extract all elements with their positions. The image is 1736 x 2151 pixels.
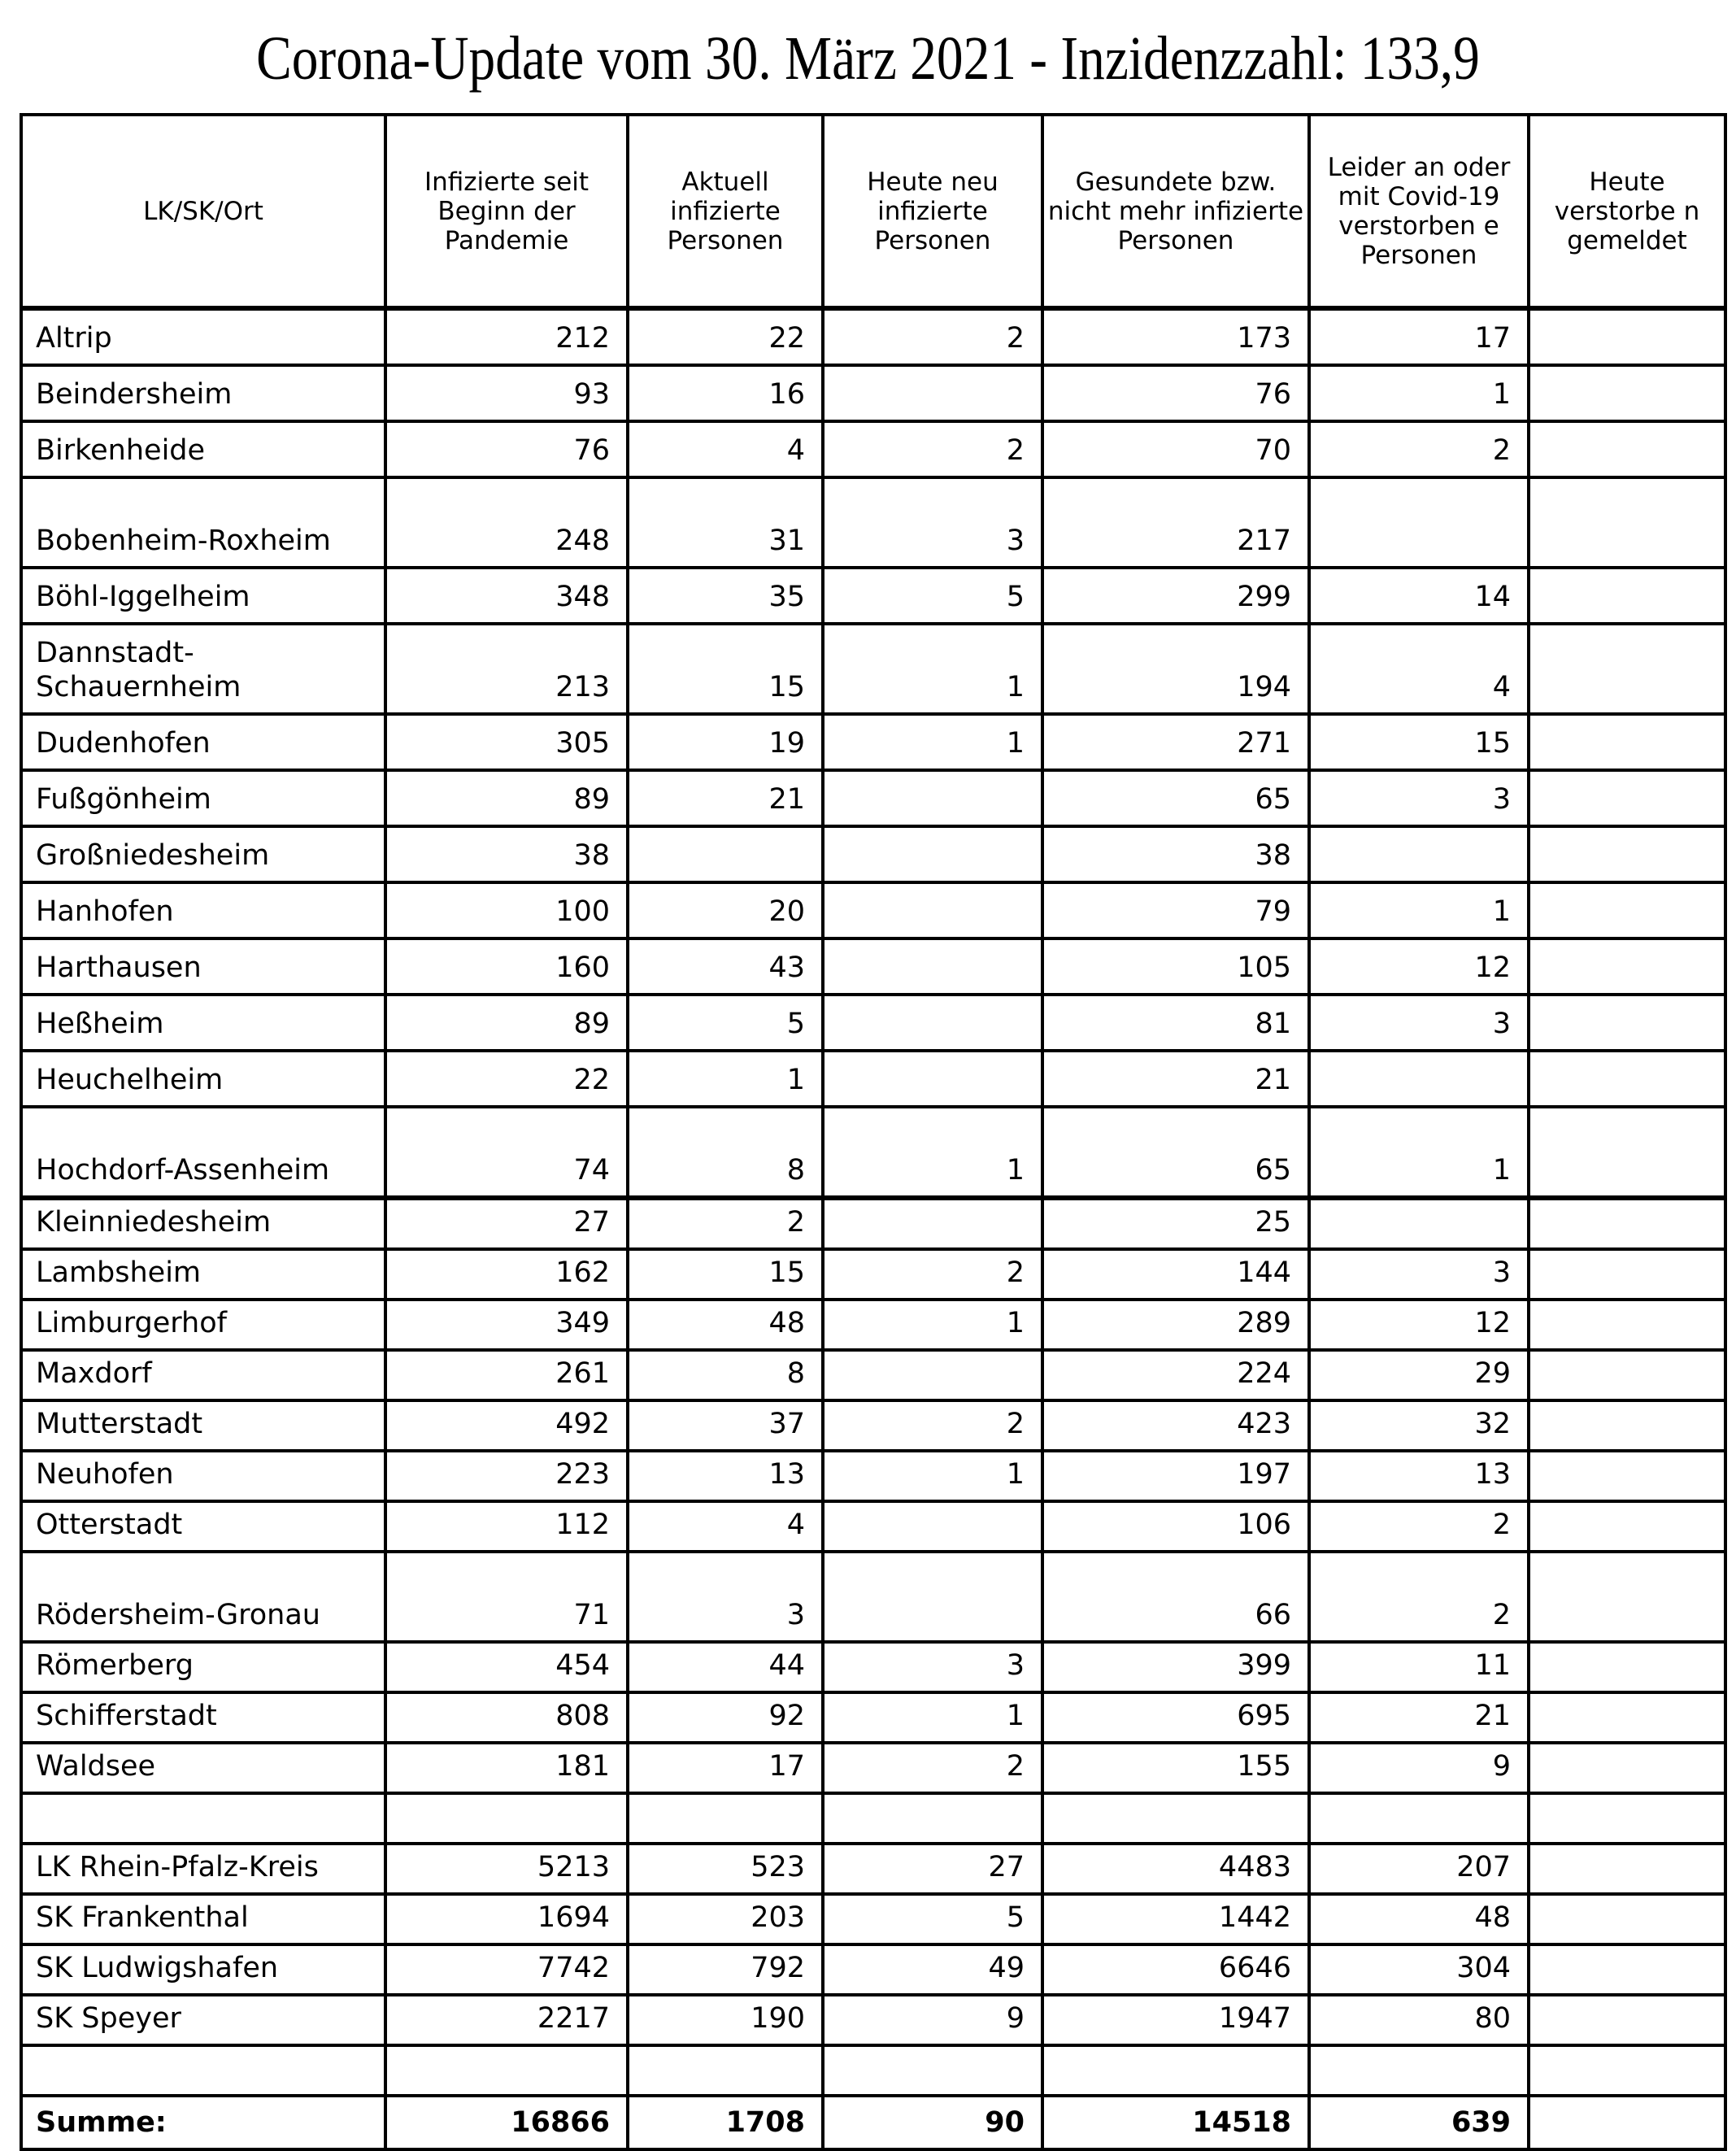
table-row [21, 1400, 1725, 1451]
infected-total-cell: 1694 [385, 1894, 628, 1944]
page-title: Corona-Update vom 30. März 2021 - Inzidenzzahl: 133,9 [256, 24, 1480, 93]
recovered-cell: 423 [1042, 1400, 1309, 1451]
deceased-today-cell [1529, 938, 1725, 995]
deceased-today-cell [1529, 1249, 1725, 1300]
deceased-today-cell [1529, 1400, 1725, 1451]
table-row [21, 995, 1725, 1051]
new-today-cell: 5 [823, 1894, 1042, 1944]
active-cell [628, 1793, 823, 1844]
table-row [21, 1844, 1725, 1894]
deceased-today-cell [1529, 1743, 1725, 1793]
deceased-cell: 80 [1309, 1995, 1529, 2045]
deceased-today-cell [1529, 568, 1725, 624]
infected-total-cell: 93 [385, 365, 628, 421]
table-row [21, 1692, 1725, 1743]
table-header-row [21, 115, 1725, 308]
recovered-cell: 4483 [1042, 1844, 1309, 1894]
active-cell: 4 [628, 1501, 823, 1552]
infected-total-cell [385, 2045, 628, 2096]
recovered-cell: 1442 [1042, 1894, 1309, 1944]
deceased-today-cell [1529, 1642, 1725, 1692]
recovered-cell: 299 [1042, 568, 1309, 624]
location-cell: Dannstadt-Schauernheim [21, 624, 385, 714]
active-cell: 15 [628, 1249, 823, 1300]
deceased-today-cell [1529, 1844, 1725, 1894]
recovered-cell: 79 [1042, 882, 1309, 938]
infected-total-cell: 5213 [385, 1844, 628, 1894]
deceased-cell: 207 [1309, 1844, 1529, 1894]
infected-total-cell: 16866 [385, 2096, 628, 2149]
deceased-cell: 1 [1309, 365, 1529, 421]
deceased-today-cell [1529, 1300, 1725, 1350]
location-cell: Harthausen [21, 938, 385, 995]
table-row [21, 1944, 1725, 1995]
new-today-cell: 2 [823, 308, 1042, 365]
deceased-cell: 3 [1309, 995, 1529, 1051]
infected-total-cell: 162 [385, 1249, 628, 1300]
table-row [21, 1501, 1725, 1552]
deceased-cell: 639 [1309, 2096, 1529, 2149]
recovered-cell: 25 [1042, 1198, 1309, 1249]
table-row [21, 770, 1725, 826]
table-row [21, 1642, 1725, 1692]
infected-total-cell: 454 [385, 1642, 628, 1692]
new-today-cell: 2 [823, 1400, 1042, 1451]
new-today-cell: 2 [823, 1743, 1042, 1793]
deceased-cell: 2 [1309, 1552, 1529, 1642]
deceased-today-cell [1529, 308, 1725, 365]
active-cell: 35 [628, 568, 823, 624]
recovered-cell: 66 [1042, 1552, 1309, 1642]
col-header-new-today: Heute neu infizierte Personen [823, 115, 1042, 308]
table-spacer-row [21, 1793, 1725, 1844]
new-today-cell [823, 995, 1042, 1051]
active-cell: 190 [628, 1995, 823, 2045]
col-header-infected-total: Infizierte seit Beginn der Pandemie [385, 115, 628, 308]
infected-total-cell: 305 [385, 714, 628, 770]
infected-total-cell: 213 [385, 624, 628, 714]
recovered-cell: 38 [1042, 826, 1309, 882]
recovered-cell: 105 [1042, 938, 1309, 995]
active-cell: 15 [628, 624, 823, 714]
active-cell: 20 [628, 882, 823, 938]
deceased-cell: 2 [1309, 421, 1529, 477]
location-cell: Fußgönheim [21, 770, 385, 826]
active-cell: 22 [628, 308, 823, 365]
location-cell [21, 1793, 385, 1844]
location-cell: Großniedesheim [21, 826, 385, 882]
location-cell: Birkenheide [21, 421, 385, 477]
location-cell: Heuchelheim [21, 1051, 385, 1107]
deceased-today-cell [1529, 1501, 1725, 1552]
table-row [21, 1249, 1725, 1300]
recovered-cell [1042, 2045, 1309, 2096]
table-row [21, 882, 1725, 938]
table-row [21, 1300, 1725, 1350]
deceased-cell: 17 [1309, 308, 1529, 365]
location-cell: Altrip [21, 308, 385, 365]
location-cell: Hochdorf-Assenheim [21, 1107, 385, 1198]
deceased-cell: 4 [1309, 624, 1529, 714]
infected-total-cell: 223 [385, 1451, 628, 1501]
table-row [21, 624, 1725, 714]
active-cell: 203 [628, 1894, 823, 1944]
table-row [21, 714, 1725, 770]
location-cell: Böhl-Iggelheim [21, 568, 385, 624]
deceased-cell: 21 [1309, 1692, 1529, 1743]
col-header-active: Aktuell infizierte Personen [628, 115, 823, 308]
deceased-today-cell [1529, 1944, 1725, 1995]
infected-total-cell: 808 [385, 1692, 628, 1743]
recovered-cell: 399 [1042, 1642, 1309, 1692]
deceased-cell [1309, 477, 1529, 568]
recovered-cell: 21 [1042, 1051, 1309, 1107]
deceased-today-cell [1529, 1894, 1725, 1944]
new-today-cell: 1 [823, 1451, 1042, 1501]
infected-total-cell: 160 [385, 938, 628, 995]
col-header-recovered: Gesundete bzw. nicht mehr infizierte Personen [1042, 115, 1309, 308]
location-cell: Lambsheim [21, 1249, 385, 1300]
active-cell: 19 [628, 714, 823, 770]
deceased-today-cell [1529, 2045, 1725, 2096]
active-cell: 1708 [628, 2096, 823, 2149]
recovered-cell: 65 [1042, 1107, 1309, 1198]
infected-total-cell: 112 [385, 1501, 628, 1552]
location-cell [21, 2045, 385, 2096]
table-row [21, 1051, 1725, 1107]
deceased-cell: 32 [1309, 1400, 1529, 1451]
infected-total-cell: 74 [385, 1107, 628, 1198]
deceased-today-cell [1529, 882, 1725, 938]
infected-total-cell: 349 [385, 1300, 628, 1350]
table-row [21, 826, 1725, 882]
new-today-cell: 49 [823, 1944, 1042, 1995]
deceased-cell: 1 [1309, 882, 1529, 938]
location-cell: Limburgerhof [21, 1300, 385, 1350]
table-row [21, 308, 1725, 365]
recovered-cell: 81 [1042, 995, 1309, 1051]
deceased-cell: 12 [1309, 1300, 1529, 1350]
location-cell: SK Ludwigshafen [21, 1944, 385, 1995]
active-cell: 17 [628, 1743, 823, 1793]
table-row [21, 477, 1725, 568]
recovered-cell: 76 [1042, 365, 1309, 421]
deceased-today-cell [1529, 770, 1725, 826]
active-cell: 16 [628, 365, 823, 421]
new-today-cell: 1 [823, 624, 1042, 714]
table-row [21, 1107, 1725, 1198]
table-row [21, 1894, 1725, 1944]
active-cell: 3 [628, 1552, 823, 1642]
active-cell: 8 [628, 1107, 823, 1198]
new-today-cell [823, 826, 1042, 882]
infected-total-cell: 76 [385, 421, 628, 477]
active-cell: 44 [628, 1642, 823, 1692]
location-cell: Hanhofen [21, 882, 385, 938]
deceased-cell: 2 [1309, 1501, 1529, 1552]
new-today-cell: 1 [823, 1692, 1042, 1743]
table-row [21, 1198, 1725, 1249]
deceased-cell: 14 [1309, 568, 1529, 624]
active-cell [628, 2045, 823, 2096]
location-cell: Dudenhofen [21, 714, 385, 770]
new-today-cell: 27 [823, 1844, 1042, 1894]
new-today-cell [823, 1051, 1042, 1107]
deceased-today-cell [1529, 826, 1725, 882]
active-cell: 13 [628, 1451, 823, 1501]
table-row [21, 365, 1725, 421]
location-cell: Beindersheim [21, 365, 385, 421]
location-cell: Römerberg [21, 1642, 385, 1692]
deceased-today-cell [1529, 1552, 1725, 1642]
infected-total-cell: 248 [385, 477, 628, 568]
location-cell: Mutterstadt [21, 1400, 385, 1451]
corona-table [20, 113, 1727, 2151]
deceased-today-cell [1529, 1198, 1725, 1249]
active-cell: 8 [628, 1350, 823, 1400]
new-today-cell [823, 1793, 1042, 1844]
deceased-cell [1309, 1793, 1529, 1844]
infected-total-cell: 38 [385, 826, 628, 882]
deceased-today-cell [1529, 1692, 1725, 1743]
recovered-cell: 70 [1042, 421, 1309, 477]
deceased-today-cell [1529, 2096, 1725, 2149]
deceased-today-cell [1529, 714, 1725, 770]
recovered-cell [1042, 1793, 1309, 1844]
deceased-cell: 12 [1309, 938, 1529, 995]
infected-total-cell: 89 [385, 995, 628, 1051]
location-cell: Bobenheim-Roxheim [21, 477, 385, 568]
location-cell: LK Rhein-Pfalz-Kreis [21, 1844, 385, 1894]
active-cell: 43 [628, 938, 823, 995]
deceased-today-cell [1529, 1793, 1725, 1844]
table-spacer-row [21, 2045, 1725, 2096]
new-today-cell: 3 [823, 1642, 1042, 1692]
table-row [21, 1350, 1725, 1400]
new-today-cell: 90 [823, 2096, 1042, 2149]
deceased-cell: 11 [1309, 1642, 1529, 1692]
location-cell: Maxdorf [21, 1350, 385, 1400]
infected-total-cell: 71 [385, 1552, 628, 1642]
location-cell: Schifferstadt [21, 1692, 385, 1743]
deceased-cell [1309, 1051, 1529, 1107]
infected-total-cell: 261 [385, 1350, 628, 1400]
active-cell: 1 [628, 1051, 823, 1107]
new-today-cell [823, 938, 1042, 995]
infected-total-cell: 22 [385, 1051, 628, 1107]
location-cell: Waldsee [21, 1743, 385, 1793]
recovered-cell: 197 [1042, 1451, 1309, 1501]
active-cell: 4 [628, 421, 823, 477]
table-row [21, 1995, 1725, 2045]
location-cell: Heßheim [21, 995, 385, 1051]
table-row [21, 1743, 1725, 1793]
location-cell: SK Frankenthal [21, 1894, 385, 1944]
deceased-today-cell [1529, 477, 1725, 568]
active-cell: 792 [628, 1944, 823, 1995]
new-today-cell [823, 882, 1042, 938]
infected-total-cell: 2217 [385, 1995, 628, 2045]
location-cell: Rödersheim-Gronau [21, 1552, 385, 1642]
deceased-cell: 48 [1309, 1894, 1529, 1944]
infected-total-cell: 348 [385, 568, 628, 624]
infected-total-cell: 7742 [385, 1944, 628, 1995]
active-cell: 48 [628, 1300, 823, 1350]
recovered-cell: 1947 [1042, 1995, 1309, 2045]
new-today-cell [823, 1350, 1042, 1400]
new-today-cell: 2 [823, 1249, 1042, 1300]
new-today-cell [823, 2045, 1042, 2096]
recovered-cell: 695 [1042, 1692, 1309, 1743]
col-header-deceased-today: Heute verstorbe n gemeldet [1529, 115, 1725, 308]
new-today-cell: 1 [823, 1300, 1042, 1350]
active-cell: 37 [628, 1400, 823, 1451]
recovered-cell: 155 [1042, 1743, 1309, 1793]
deceased-today-cell [1529, 1107, 1725, 1198]
deceased-cell: 3 [1309, 770, 1529, 826]
infected-total-cell: 181 [385, 1743, 628, 1793]
new-today-cell [823, 1552, 1042, 1642]
infected-total-cell: 492 [385, 1400, 628, 1451]
infected-total-cell: 89 [385, 770, 628, 826]
infected-total-cell: 100 [385, 882, 628, 938]
deceased-cell: 13 [1309, 1451, 1529, 1501]
new-today-cell: 3 [823, 477, 1042, 568]
recovered-cell: 65 [1042, 770, 1309, 826]
deceased-today-cell [1529, 995, 1725, 1051]
col-header-deceased: Leider an oder mit Covid-19 verstorben e Personen [1309, 115, 1529, 308]
deceased-cell [1309, 1198, 1529, 1249]
recovered-cell: 106 [1042, 1501, 1309, 1552]
new-today-cell [823, 1198, 1042, 1249]
table-row [21, 568, 1725, 624]
deceased-cell: 15 [1309, 714, 1529, 770]
deceased-today-cell [1529, 1451, 1725, 1501]
new-today-cell [823, 365, 1042, 421]
location-cell: Otterstadt [21, 1501, 385, 1552]
deceased-cell: 1 [1309, 1107, 1529, 1198]
deceased-cell: 304 [1309, 1944, 1529, 1995]
recovered-cell: 173 [1042, 308, 1309, 365]
new-today-cell: 1 [823, 714, 1042, 770]
new-today-cell: 5 [823, 568, 1042, 624]
table-sum-row [21, 2096, 1725, 2149]
active-cell: 92 [628, 1692, 823, 1743]
active-cell: 2 [628, 1198, 823, 1249]
deceased-today-cell [1529, 624, 1725, 714]
infected-total-cell: 27 [385, 1198, 628, 1249]
deceased-cell: 29 [1309, 1350, 1529, 1400]
recovered-cell: 194 [1042, 624, 1309, 714]
deceased-cell: 9 [1309, 1743, 1529, 1793]
deceased-today-cell [1529, 1350, 1725, 1400]
table-row [21, 1451, 1725, 1501]
location-cell: SK Speyer [21, 1995, 385, 2045]
deceased-cell: 3 [1309, 1249, 1529, 1300]
active-cell: 31 [628, 477, 823, 568]
recovered-cell: 217 [1042, 477, 1309, 568]
deceased-today-cell [1529, 1995, 1725, 2045]
infected-total-cell [385, 1793, 628, 1844]
deceased-today-cell [1529, 1051, 1725, 1107]
recovered-cell: 289 [1042, 1300, 1309, 1350]
deceased-cell [1309, 2045, 1529, 2096]
recovered-cell: 6646 [1042, 1944, 1309, 1995]
active-cell: 21 [628, 770, 823, 826]
location-cell: Kleinniedesheim [21, 1198, 385, 1249]
new-today-cell: 9 [823, 1995, 1042, 2045]
deceased-today-cell [1529, 365, 1725, 421]
new-today-cell [823, 1501, 1042, 1552]
table-row [21, 421, 1725, 477]
location-cell: Summe: [21, 2096, 385, 2149]
col-header-location: LK/SK/Ort [21, 115, 385, 308]
new-today-cell: 2 [823, 421, 1042, 477]
recovered-cell: 14518 [1042, 2096, 1309, 2149]
deceased-cell [1309, 826, 1529, 882]
active-cell: 523 [628, 1844, 823, 1894]
table-row [21, 1552, 1725, 1642]
recovered-cell: 271 [1042, 714, 1309, 770]
location-cell: Neuhofen [21, 1451, 385, 1501]
recovered-cell: 144 [1042, 1249, 1309, 1300]
deceased-today-cell [1529, 421, 1725, 477]
infected-total-cell: 212 [385, 308, 628, 365]
active-cell [628, 826, 823, 882]
active-cell: 5 [628, 995, 823, 1051]
new-today-cell: 1 [823, 1107, 1042, 1198]
recovered-cell: 224 [1042, 1350, 1309, 1400]
new-today-cell [823, 770, 1042, 826]
table-row [21, 938, 1725, 995]
